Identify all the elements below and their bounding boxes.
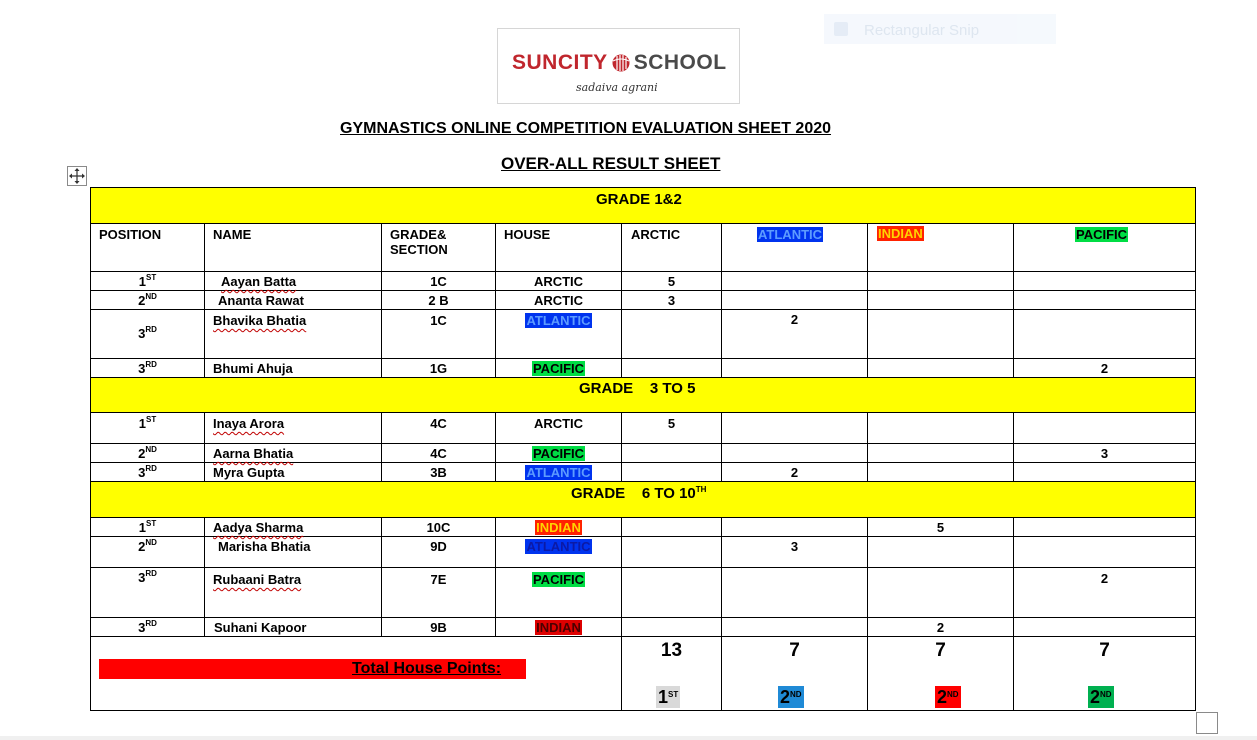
table-rule <box>90 309 1196 310</box>
grade-cell: 3B <box>430 465 447 480</box>
atlantic-points: 3 <box>790 539 799 554</box>
rank-pacific: 2ND <box>1090 687 1112 707</box>
page-subtitle: OVER-ALL RESULT SHEET <box>501 154 721 173</box>
total-pacific: 7 <box>1099 640 1110 661</box>
position-cell: 1ST <box>138 519 157 535</box>
grade-cell: 1G <box>429 361 448 376</box>
table-rule <box>90 567 1196 568</box>
table-rule <box>90 412 1196 413</box>
table-rule <box>1013 517 1014 711</box>
arctic-points: 5 <box>667 416 676 431</box>
house-cell: ARCTIC <box>533 293 584 308</box>
house-cell: ARCTIC <box>533 274 584 289</box>
house-cell: ARCTIC <box>533 416 584 431</box>
student-name: Rubaani Batra <box>213 572 302 587</box>
table-rule <box>90 462 1196 463</box>
col-header-pacific: PACIFIC <box>1076 227 1128 242</box>
house-cell: ATLANTIC <box>526 313 591 328</box>
logo-emblem-icon <box>608 53 634 73</box>
position-cell: 3RD <box>138 464 157 480</box>
student-name: Bhumi Ahuja <box>213 361 293 376</box>
student-name: Aayan Batta <box>221 274 297 289</box>
grade-cell: 9B <box>430 620 447 635</box>
table-rule <box>1195 187 1196 711</box>
grade-cell: 9D <box>430 539 447 554</box>
grade-cell: 4C <box>430 416 447 431</box>
position-cell: 3RD <box>138 569 157 585</box>
group-title: GRADE 3 TO 5 <box>579 380 696 397</box>
logo-wordmark <box>512 51 727 75</box>
col-header-indian: INDIAN <box>878 226 923 241</box>
position-cell: 2ND <box>138 538 157 554</box>
rank-atlantic: 2ND <box>780 687 802 707</box>
position-cell: 3RD <box>138 325 157 341</box>
position-cell: 1ST <box>138 273 157 289</box>
total-arctic: 13 <box>660 640 683 661</box>
pacific-points: 2 <box>1100 361 1109 376</box>
total-house-points-label: Total House Points: <box>352 660 502 677</box>
group-title: GRADE 6 TO 10TH <box>571 485 707 502</box>
student-name: Ananta Rawat <box>218 293 304 308</box>
student-name: Aadya Sharma <box>213 520 304 535</box>
table-rule <box>90 187 1196 188</box>
col-header-name: NAME <box>213 227 252 242</box>
table-rule <box>90 443 1196 444</box>
col-header-position: POSITION <box>99 227 162 242</box>
school-logo <box>497 28 740 104</box>
table-move-handle[interactable] <box>67 166 87 186</box>
atlantic-points: 2 <box>790 465 799 480</box>
house-cell: INDIAN <box>536 620 581 635</box>
table-rule <box>204 412 205 481</box>
position-cell: 3RD <box>138 360 157 376</box>
rank-arctic: 1ST <box>658 687 679 707</box>
position-cell: 1ST <box>138 415 157 431</box>
house-cell: ATLANTIC <box>526 539 591 554</box>
indian-points: 5 <box>936 520 945 535</box>
logo-name-left: SUNCITY <box>512 51 608 74</box>
table-rule <box>90 290 1196 291</box>
col-header-atlantic: ATLANTIC <box>758 227 823 242</box>
table-rule <box>90 536 1196 537</box>
total-atlantic: 7 <box>789 640 800 661</box>
table-rule <box>204 223 205 377</box>
table-rule <box>90 617 1196 618</box>
rank-indian: 2ND <box>937 687 959 707</box>
pacific-points: 3 <box>1100 446 1109 461</box>
position-cell: 2ND <box>138 292 157 308</box>
page-bottom-edge <box>0 736 1257 740</box>
arctic-points: 5 <box>667 274 676 289</box>
grade-cell: 4C <box>430 446 447 461</box>
table-rule <box>867 223 868 377</box>
table-rule <box>867 517 868 711</box>
col-header-house: HOUSE <box>504 227 551 242</box>
logo-name-right: SCHOOL <box>633 51 727 74</box>
table-rule <box>721 223 722 377</box>
table-rule <box>90 710 1196 711</box>
student-name: Bhavika Bhatia <box>213 313 307 328</box>
position-cell: 3RD <box>138 619 157 635</box>
page-title: GYMNASTICS ONLINE COMPETITION EVALUATION SHEET 2020 <box>340 120 832 137</box>
table-resize-handle[interactable] <box>1196 712 1218 734</box>
student-name: Marisha Bhatia <box>218 539 311 554</box>
group-title: GRADE 1&2 <box>596 191 682 208</box>
house-cell: PACIFIC <box>532 361 585 376</box>
table-rule <box>90 517 1196 518</box>
table-rule <box>90 223 1196 224</box>
col-header-grade-line1: GRADE& <box>390 227 447 242</box>
house-cell: INDIAN <box>536 520 581 535</box>
logo-tagline: sadaiva agrani <box>576 81 658 94</box>
student-name: Aarna Bhatia <box>213 446 294 461</box>
col-header-grade-line2: SECTION <box>390 242 448 257</box>
total-indian: 7 <box>935 640 946 661</box>
snip-icon <box>834 22 848 36</box>
atlantic-points: 2 <box>790 312 799 327</box>
col-header-arctic: ARCTIC <box>631 227 681 242</box>
table-rule <box>90 377 1196 378</box>
student-name: Inaya Arora <box>213 416 285 431</box>
snip-label: Rectangular Snip <box>864 22 980 39</box>
grade-cell: 1C <box>430 274 447 289</box>
house-cell: PACIFIC <box>532 572 585 587</box>
arctic-points: 3 <box>667 293 676 308</box>
move-arrows-icon <box>68 167 86 185</box>
student-name: Suhani Kapoor <box>214 620 307 635</box>
table-rule <box>90 481 1196 482</box>
house-cell: PACIFIC <box>532 446 585 461</box>
grade-cell: 2 B <box>428 293 449 308</box>
position-cell: 2ND <box>138 445 157 461</box>
grade-cell: 1C <box>430 313 447 328</box>
table-rule <box>1013 223 1014 377</box>
grade-cell: 7E <box>430 572 447 587</box>
table-rule <box>621 517 622 711</box>
student-name: Myra Gupta <box>213 465 285 480</box>
table-rule <box>90 358 1196 359</box>
screen-snip-toolbar[interactable] <box>824 14 1056 44</box>
house-cell: ATLANTIC <box>526 465 591 480</box>
indian-points: 2 <box>936 620 945 635</box>
table-rule <box>90 271 1196 272</box>
table-rule <box>204 517 205 636</box>
table-rule <box>867 412 868 481</box>
grade-cell: 10C <box>426 520 451 535</box>
table-rule <box>90 636 1196 637</box>
pacific-points: 2 <box>1100 571 1109 586</box>
